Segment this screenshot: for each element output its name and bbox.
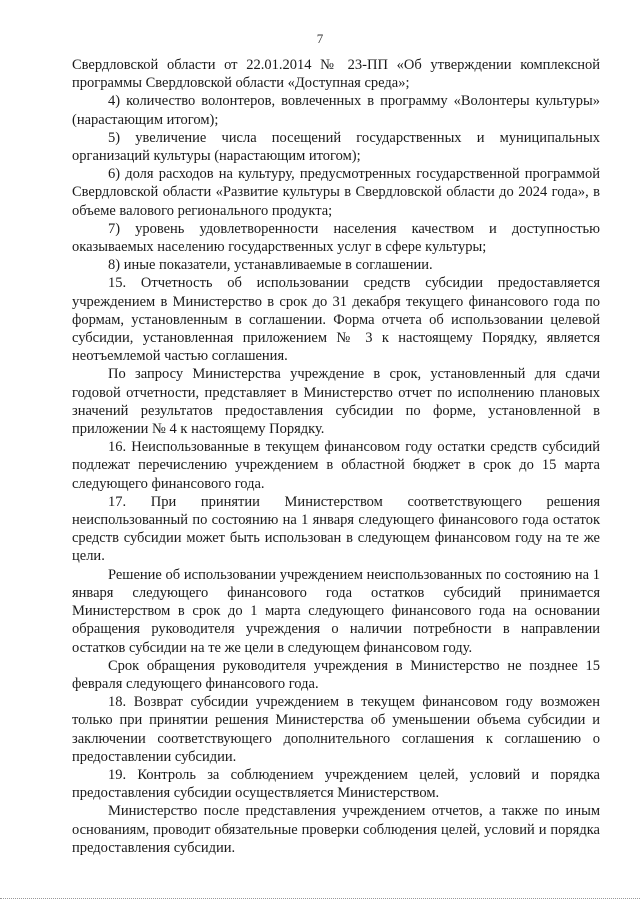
paragraph: 5) увеличение числа посещений государственных и муниципальных организаций культуры (нарастающим итогом); [72, 129, 600, 165]
paragraph: По запросу Министерства учреждение в срок, установленный для сдачи годовой отчетности, представляет в Министерство отчет по исполнению плановых значений результатов предоставления субсидии по форме, установленной в приложении № 4 к настоящему Порядку. [72, 366, 600, 438]
paragraph: Решение об использовании учреждением неиспользованных по состоянию на 1 января следующего финансового года остатков субсидий принимается Министерством в срок до 1 марта следующего финансового года на основании обращения руководителя учреждения о наличии потребности в направлении остатков субсидии на те же цели в следующем финансовом году. [72, 566, 600, 656]
paragraph: 8) иные показатели, устанавливаемые в соглашении. [108, 257, 433, 274]
paragraph: Срок обращения руководителя учреждения в Министерство не позднее 15 февраля следующего финансового года. [72, 657, 600, 692]
paragraph: 4) количество волонтеров, вовлеченных в программу «Волонтеры культуры» (нарастающим итогом); [72, 93, 600, 128]
page-number: 7 [316, 31, 324, 46]
paragraph: 7) уровень удовлетворенности населения качеством и доступностью оказываемых населению государственных услуг в сфере культуры; [72, 220, 600, 256]
paragraph: 17. При принятии Министерством соответствующего решения неиспользованный по состоянию на 1 января следующего финансового года остаток средств субсидии может быть использован в следующем финансовом году на те же цели. [72, 493, 600, 565]
paragraph: 6) доля расходов на культуру, предусмотренных государственной программой Свердловской области «Развитие культуры в Свердловской области до 2024 года», в объеме валового регионального продукта; [72, 166, 600, 219]
paragraph: 19. Контроль за соблюдением учреждением целей, условий и порядка предоставления субсидии осуществляется Министерством. [72, 766, 600, 802]
paragraph: 15. Отчетность об использовании средств субсидии предоставляется учреждением в Министерство в срок до 31 декабря текущего финансового года по формам, установленным в соглашении. Форма отчета об использовании целевой субсидии, установленная приложением № 3 к настоящему Порядку, является неотъемлемой частью соглашения. [72, 275, 600, 365]
paragraph: Свердловской области от 22.01.2014 № 23-ПП «Об утверждении комплексной программы Свердловской области «Доступная среда»; [72, 57, 600, 92]
paragraph: 18. Возврат субсидии учреждением в текущем финансовом году возможен только при принятии решения Министерства об уменьшении объема субсидии и заключении соответствующего дополнительного соглашения к соглашению о предоставлении субсидии. [72, 694, 600, 765]
document-body [72, 56, 600, 857]
footer-divider [0, 898, 640, 899]
paragraph: 16. Неиспользованные в текущем финансовом году остатки средств субсидий подлежат перечислению учреждением в областной бюджет в срок до 15 марта следующего финансового года. [72, 439, 600, 492]
paragraph: Министерство после представления учреждением отчетов, а также по иным основаниям, проводит обязательные проверки соблюдения целей, условий и порядка предоставления субсидии. [72, 803, 600, 856]
